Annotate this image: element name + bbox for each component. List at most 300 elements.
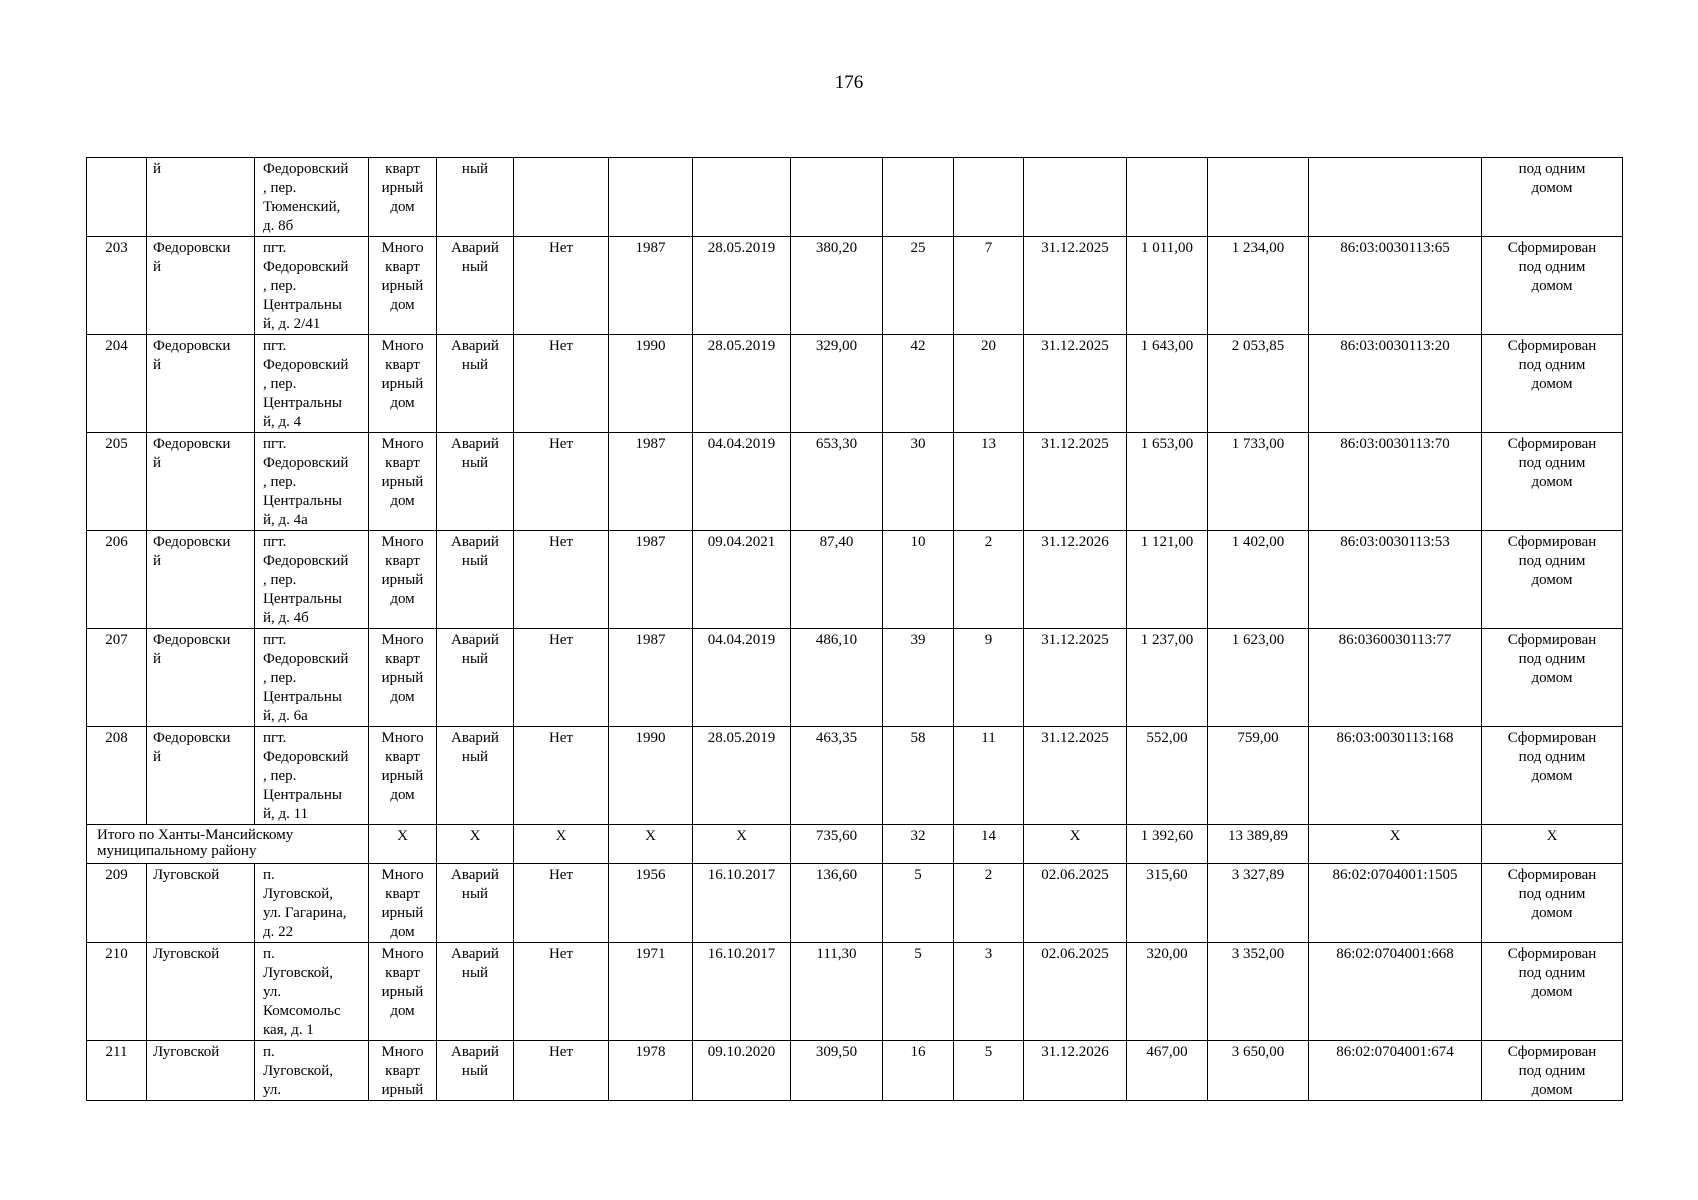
cell-condition-line: Аварий <box>451 946 499 962</box>
cell-recognition-date: 04.04.2019 <box>693 629 791 727</box>
cell-address <box>255 531 369 629</box>
cell-condition-line: Аварий <box>451 1044 499 1060</box>
cell-address-line: Федоровский <box>263 357 349 373</box>
cell-deadline: 31.12.2025 <box>1024 335 1127 433</box>
cell-land-status-line: под одним <box>1518 965 1586 981</box>
cell-value-13: 1 011,00 <box>1127 237 1208 335</box>
cell-locality <box>147 237 255 335</box>
cell-locality-line: Луговской <box>153 946 220 962</box>
cell-locality-line: й <box>153 455 162 471</box>
cell-building-type-line: дом <box>390 199 415 215</box>
cell-deadline: 31.12.2025 <box>1024 237 1127 335</box>
cell-condition-line: Аварий <box>451 534 499 550</box>
cell-building-type-line: Много <box>381 1044 424 1060</box>
cell-building-type-line: Много <box>381 338 424 354</box>
cell-condition <box>437 864 514 943</box>
cell-locality <box>147 531 255 629</box>
cell-area: 463,35 <box>791 727 883 825</box>
cell-address-line: Центральны <box>263 493 342 509</box>
cell-flag: Нет <box>514 943 609 1041</box>
cell-address-line: пгт. <box>263 338 287 354</box>
table-row <box>87 864 1623 943</box>
cell-address <box>255 158 369 237</box>
cell-cadastral-number: 86:02:0704001:674 <box>1309 1041 1482 1101</box>
cell-building-type <box>369 237 437 335</box>
cell-locality-line: й <box>153 161 162 177</box>
cell-building-type-line: кварт <box>385 357 420 373</box>
table-row <box>87 531 1623 629</box>
cell-address-line: , пер. <box>263 278 297 294</box>
cell-condition-line: ный <box>461 553 489 569</box>
cell-land-status <box>1482 158 1623 237</box>
cell-area: 380,20 <box>791 237 883 335</box>
cell-cadastral-number: 86:02:0704001:668 <box>1309 943 1482 1041</box>
cell-locality-line: й <box>153 553 162 569</box>
cell-cadastral-number <box>1309 158 1482 237</box>
cell-condition-line: Аварий <box>451 867 499 883</box>
cell-residents: 10 <box>883 531 954 629</box>
cell-address-line: пгт. <box>263 436 287 452</box>
cell-year: 1987 <box>609 433 693 531</box>
cell-address-line: Федоровский <box>263 651 349 667</box>
cell-condition-line: Аварий <box>451 436 499 452</box>
cell-cadastral-number: 86:03:0030113:65 <box>1309 237 1482 335</box>
cell-condition-line: ный <box>461 455 489 471</box>
page-number: 176 <box>834 72 864 93</box>
cell-address-line: , пер. <box>263 768 297 784</box>
cell-building-type-line: дом <box>390 689 415 705</box>
cell-locality <box>147 943 255 1041</box>
cell-address-line: Федоровский <box>263 259 349 275</box>
total-cell: 1 392,60 <box>1127 825 1208 864</box>
cell-building-type <box>369 158 437 237</box>
cell-address-line: кая, д. 1 <box>263 1022 314 1038</box>
cell-address <box>255 943 369 1041</box>
cell-address-line: ул. <box>263 984 282 1000</box>
cell-deadline: 31.12.2025 <box>1024 629 1127 727</box>
cell-land-status-line: домом <box>1531 474 1573 490</box>
cell-building-type-line: дом <box>390 591 415 607</box>
cell-value-14: 1 733,00 <box>1208 433 1309 531</box>
cell-number: 204 <box>87 335 147 433</box>
cell-locality-line: Федоровски <box>153 436 231 452</box>
cell-building-type-line: кварт <box>385 259 420 275</box>
cell-cadastral-number: 86:02:0704001:1505 <box>1309 864 1482 943</box>
cell-building-type-line: кварт <box>385 553 420 569</box>
cell-cadastral-number: 86:03:0030113:53 <box>1309 531 1482 629</box>
cell-land-status-line: под одним <box>1518 1063 1586 1079</box>
table-body-after-total <box>87 864 1623 1101</box>
cell-address-line: Луговской, <box>263 965 334 981</box>
cell-condition-line: ный <box>461 749 489 765</box>
cell-locality-line: Федоровски <box>153 632 231 648</box>
cell-year: 1990 <box>609 335 693 433</box>
cell-land-status-line: Сформирован <box>1507 1044 1597 1060</box>
cell-building-type <box>369 1041 437 1101</box>
cell-deadline: 31.12.2025 <box>1024 433 1127 531</box>
cell-building-type-line: Много <box>381 436 424 452</box>
cell-locality-line: й <box>153 357 162 373</box>
cell-condition <box>437 237 514 335</box>
cell-flats: 3 <box>954 943 1024 1041</box>
cell-flag: Нет <box>514 531 609 629</box>
cell-condition <box>437 531 514 629</box>
cell-building-type-line: Много <box>381 867 424 883</box>
cell-land-status-line: домом <box>1531 180 1573 196</box>
cell-year: 1978 <box>609 1041 693 1101</box>
cell-locality-line: Луговской <box>153 1044 220 1060</box>
cell-land-status-line: под одним <box>1518 259 1586 275</box>
total-cell: X <box>369 825 437 864</box>
cell-condition <box>437 335 514 433</box>
cell-land-status-line: Сформирован <box>1507 240 1597 256</box>
total-cell: 735,60 <box>791 825 883 864</box>
cell-building-type-line: дом <box>390 395 415 411</box>
cell-building-type-line: ирный <box>381 180 424 196</box>
cell-cadastral-number: 86:03:0030113:70 <box>1309 433 1482 531</box>
cell-land-status <box>1482 943 1623 1041</box>
cell-condition-line: Аварий <box>451 730 499 746</box>
cell-building-type-line: ирный <box>381 905 424 921</box>
cell-building-type <box>369 335 437 433</box>
total-cell: 14 <box>954 825 1024 864</box>
cell-value-14: 2 053,85 <box>1208 335 1309 433</box>
cell-locality <box>147 158 255 237</box>
cell-building-type-line: ирный <box>381 376 424 392</box>
cell-number: 203 <box>87 237 147 335</box>
cell-flag: Нет <box>514 727 609 825</box>
cell-condition <box>437 629 514 727</box>
cell-condition-line: ный <box>461 357 489 373</box>
total-cell: X <box>1309 825 1482 864</box>
cell-address-line: й, д. 11 <box>263 806 309 822</box>
cell-deadline: 31.12.2026 <box>1024 531 1127 629</box>
cell-condition <box>437 433 514 531</box>
cell-land-status <box>1482 531 1623 629</box>
table-row <box>87 237 1623 335</box>
cell-building-type-line: ирный <box>381 768 424 784</box>
table-row <box>87 335 1623 433</box>
cell-land-status-line: домом <box>1531 278 1573 294</box>
cell-address-line: , пер. <box>263 670 297 686</box>
cell-residents: 5 <box>883 943 954 1041</box>
cell-land-status-line: под одним <box>1518 455 1586 471</box>
cell-number: 209 <box>87 864 147 943</box>
cell-condition-line: ный <box>461 965 489 981</box>
cell-address-line: й, д. 2/41 <box>263 316 321 332</box>
cell-condition-line: ный <box>461 886 489 902</box>
cell-flag: Нет <box>514 335 609 433</box>
cell-recognition-date: 16.10.2017 <box>693 864 791 943</box>
total-cell: 13 389,89 <box>1208 825 1309 864</box>
cell-address <box>255 864 369 943</box>
cell-land-status <box>1482 629 1623 727</box>
cell-locality-line: Федоровски <box>153 338 231 354</box>
cell-land-status-line: домом <box>1531 1082 1573 1098</box>
cell-area: 111,30 <box>791 943 883 1041</box>
table-row <box>87 1041 1623 1101</box>
cell-number: 206 <box>87 531 147 629</box>
cell-building-type-line: кварт <box>385 965 420 981</box>
cell-area: 136,60 <box>791 864 883 943</box>
cell-land-status-line: под одним <box>1518 553 1586 569</box>
cell-locality-line: й <box>153 259 162 275</box>
cell-area <box>791 158 883 237</box>
cell-recognition-date: 28.05.2019 <box>693 335 791 433</box>
cell-flats <box>954 158 1024 237</box>
cell-area: 653,30 <box>791 433 883 531</box>
cell-land-status-line: Сформирован <box>1507 632 1597 648</box>
cell-residents: 16 <box>883 1041 954 1101</box>
cell-address <box>255 237 369 335</box>
cell-flats: 2 <box>954 531 1024 629</box>
cell-flats: 13 <box>954 433 1024 531</box>
cell-flag: Нет <box>514 433 609 531</box>
cell-recognition-date: 04.04.2019 <box>693 433 791 531</box>
cell-address-line: Комсомольс <box>263 1003 341 1019</box>
cell-flats: 5 <box>954 1041 1024 1101</box>
cell-building-type-line: Много <box>381 240 424 256</box>
cell-land-status-line: домом <box>1531 670 1573 686</box>
cell-locality-line: й <box>153 651 162 667</box>
cell-recognition-date <box>693 158 791 237</box>
cell-locality <box>147 335 255 433</box>
cell-deadline: 02.06.2025 <box>1024 864 1127 943</box>
cell-land-status-line: под одним <box>1518 749 1586 765</box>
cell-land-status-line: домом <box>1531 984 1573 1000</box>
cell-value-13: 1 643,00 <box>1127 335 1208 433</box>
cell-building-type-line: кварт <box>385 749 420 765</box>
cell-condition <box>437 158 514 237</box>
cell-value-13: 467,00 <box>1127 1041 1208 1101</box>
cell-flats: 2 <box>954 864 1024 943</box>
cell-land-status-line: Сформирован <box>1507 946 1597 962</box>
cell-building-type-line: ирный <box>381 670 424 686</box>
table-row <box>87 629 1623 727</box>
cell-address <box>255 335 369 433</box>
cell-condition <box>437 727 514 825</box>
cell-address-line: Центральны <box>263 591 342 607</box>
cell-building-type-line: ирный <box>381 474 424 490</box>
cell-building-type-line: Много <box>381 730 424 746</box>
cell-land-status-line: Сформирован <box>1507 867 1597 883</box>
total-cell: X <box>514 825 609 864</box>
cell-flats: 9 <box>954 629 1024 727</box>
cell-area: 486,10 <box>791 629 883 727</box>
cell-value-13: 1 121,00 <box>1127 531 1208 629</box>
cell-number: 210 <box>87 943 147 1041</box>
cell-building-type-line: Много <box>381 946 424 962</box>
cell-land-status-line: под одним <box>1518 357 1586 373</box>
cell-value-14: 3 352,00 <box>1208 943 1309 1041</box>
cell-cadastral-number: 86:03:0030113:168 <box>1309 727 1482 825</box>
cell-address-line: Центральны <box>263 689 342 705</box>
cell-land-status-line: домом <box>1531 572 1573 588</box>
cell-land-status <box>1482 433 1623 531</box>
cell-locality-line: Федоровски <box>153 240 231 256</box>
total-cell: X <box>1482 825 1623 864</box>
cell-address-line: пгт. <box>263 632 287 648</box>
cell-land-status-line: Сформирован <box>1507 730 1597 746</box>
table-body-before-total <box>87 158 1623 825</box>
cell-land-status <box>1482 1041 1623 1101</box>
cell-building-type <box>369 629 437 727</box>
cell-flag <box>514 158 609 237</box>
cell-address-line: ул. Гагарина, <box>263 905 347 921</box>
cell-address-line: д. 8б <box>263 218 294 234</box>
cell-address-line: й, д. 4а <box>263 512 308 528</box>
cell-address-line: й, д. 6а <box>263 708 308 724</box>
cell-building-type-line: ирный <box>381 984 424 1000</box>
cell-address-line: Луговской, <box>263 1063 334 1079</box>
cell-residents: 42 <box>883 335 954 433</box>
cell-residents: 58 <box>883 727 954 825</box>
cell-building-type-line: кварт <box>385 886 420 902</box>
cell-address-line: ул. <box>263 1082 282 1098</box>
cell-address-line: Луговской, <box>263 886 334 902</box>
table-row <box>87 433 1623 531</box>
cell-address-line: й, д. 4 <box>263 414 302 430</box>
cell-recognition-date: 28.05.2019 <box>693 237 791 335</box>
cell-land-status-line: Сформирован <box>1507 338 1597 354</box>
cell-address-line: Центральны <box>263 395 342 411</box>
cell-condition-line: ный <box>461 161 489 177</box>
cell-address-line: Центральны <box>263 787 342 803</box>
cell-building-type <box>369 864 437 943</box>
cell-residents: 5 <box>883 864 954 943</box>
cell-address-line: , пер. <box>263 180 297 196</box>
cell-residents: 30 <box>883 433 954 531</box>
cell-address-line: , пер. <box>263 376 297 392</box>
cell-address-line: й, д. 4б <box>263 610 309 626</box>
cell-year <box>609 158 693 237</box>
cell-residents: 39 <box>883 629 954 727</box>
cell-address <box>255 629 369 727</box>
housing-registry-table <box>86 157 1623 1101</box>
cell-land-status-line: домом <box>1531 768 1573 784</box>
cell-address-line: Федоровский <box>263 553 349 569</box>
table-total-section <box>87 825 1623 864</box>
cell-address-line: п. <box>263 946 275 962</box>
cell-number: 205 <box>87 433 147 531</box>
cell-residents: 25 <box>883 237 954 335</box>
cell-condition-line: Аварий <box>451 240 499 256</box>
cell-address-line: Центральны <box>263 297 342 313</box>
cell-land-status-line: под одним <box>1518 161 1586 177</box>
cell-land-status <box>1482 237 1623 335</box>
cell-year: 1987 <box>609 237 693 335</box>
total-cell: 32 <box>883 825 954 864</box>
cell-building-type-line: кварт <box>385 161 420 177</box>
cell-building-type-line: кварт <box>385 1063 420 1079</box>
cell-area: 329,00 <box>791 335 883 433</box>
cell-building-type-line: дом <box>390 297 415 313</box>
cell-condition <box>437 943 514 1041</box>
cell-condition-line: Аварий <box>451 632 499 648</box>
cell-building-type <box>369 943 437 1041</box>
cell-value-14 <box>1208 158 1309 237</box>
cell-building-type-line: кварт <box>385 455 420 471</box>
cell-land-status <box>1482 335 1623 433</box>
cell-land-status-line: Сформирован <box>1507 534 1597 550</box>
cell-building-type-line: дом <box>390 1003 415 1019</box>
cell-value-14: 3 650,00 <box>1208 1041 1309 1101</box>
cell-locality-line: Луговской <box>153 867 220 883</box>
cell-address-line: д. 22 <box>263 924 294 940</box>
cell-address-line: пгт. <box>263 240 287 256</box>
cell-flats: 11 <box>954 727 1024 825</box>
cell-building-type <box>369 433 437 531</box>
cell-land-status-line: домом <box>1531 376 1573 392</box>
cell-address <box>255 433 369 531</box>
table-row <box>87 727 1623 825</box>
table-row <box>87 158 1623 237</box>
total-cell: X <box>693 825 791 864</box>
cell-locality-line: Федоровски <box>153 730 231 746</box>
table-row <box>87 943 1623 1041</box>
cell-address-line: Федоровский <box>263 455 349 471</box>
cell-deadline <box>1024 158 1127 237</box>
total-cell: X <box>609 825 693 864</box>
cell-locality <box>147 727 255 825</box>
cell-number: 207 <box>87 629 147 727</box>
cell-value-14: 3 327,89 <box>1208 864 1309 943</box>
cell-land-status-line: Сформирован <box>1507 436 1597 452</box>
cell-land-status-line: под одним <box>1518 651 1586 667</box>
cell-number: 211 <box>87 1041 147 1101</box>
cell-building-type-line: Много <box>381 534 424 550</box>
cell-address <box>255 727 369 825</box>
cell-deadline: 02.06.2025 <box>1024 943 1127 1041</box>
total-row <box>87 825 1623 864</box>
cell-locality <box>147 433 255 531</box>
cell-building-type <box>369 727 437 825</box>
cell-locality-line: Федоровски <box>153 534 231 550</box>
cell-recognition-date: 09.10.2020 <box>693 1041 791 1101</box>
cell-building-type-line: дом <box>390 924 415 940</box>
cell-recognition-date: 16.10.2017 <box>693 943 791 1041</box>
cell-year: 1987 <box>609 531 693 629</box>
cell-value-13: 315,60 <box>1127 864 1208 943</box>
cell-year: 1956 <box>609 864 693 943</box>
cell-address-line: Федоровский <box>263 161 349 177</box>
cell-address-line: , пер. <box>263 572 297 588</box>
cell-year: 1987 <box>609 629 693 727</box>
cell-value-14: 1 234,00 <box>1208 237 1309 335</box>
cell-value-13: 1 237,00 <box>1127 629 1208 727</box>
cell-condition-line: ный <box>461 651 489 667</box>
cell-land-status <box>1482 864 1623 943</box>
cell-value-14: 759,00 <box>1208 727 1309 825</box>
cell-flag: Нет <box>514 237 609 335</box>
cell-building-type-line: ирный <box>381 1082 424 1098</box>
cell-locality <box>147 629 255 727</box>
cell-recognition-date: 09.04.2021 <box>693 531 791 629</box>
cell-year: 1971 <box>609 943 693 1041</box>
cell-building-type <box>369 531 437 629</box>
cell-address-line: Федоровский <box>263 749 349 765</box>
cell-address-line: пгт. <box>263 534 287 550</box>
cell-address-line: , пер. <box>263 474 297 490</box>
cell-land-status-line: под одним <box>1518 886 1586 902</box>
cell-flag: Нет <box>514 1041 609 1101</box>
cell-condition-line: ный <box>461 1063 489 1079</box>
cell-value-14: 1 623,00 <box>1208 629 1309 727</box>
cell-value-13: 1 653,00 <box>1127 433 1208 531</box>
cell-address-line: Тюменский, <box>263 199 341 215</box>
cell-building-type-line: дом <box>390 493 415 509</box>
cell-residents <box>883 158 954 237</box>
